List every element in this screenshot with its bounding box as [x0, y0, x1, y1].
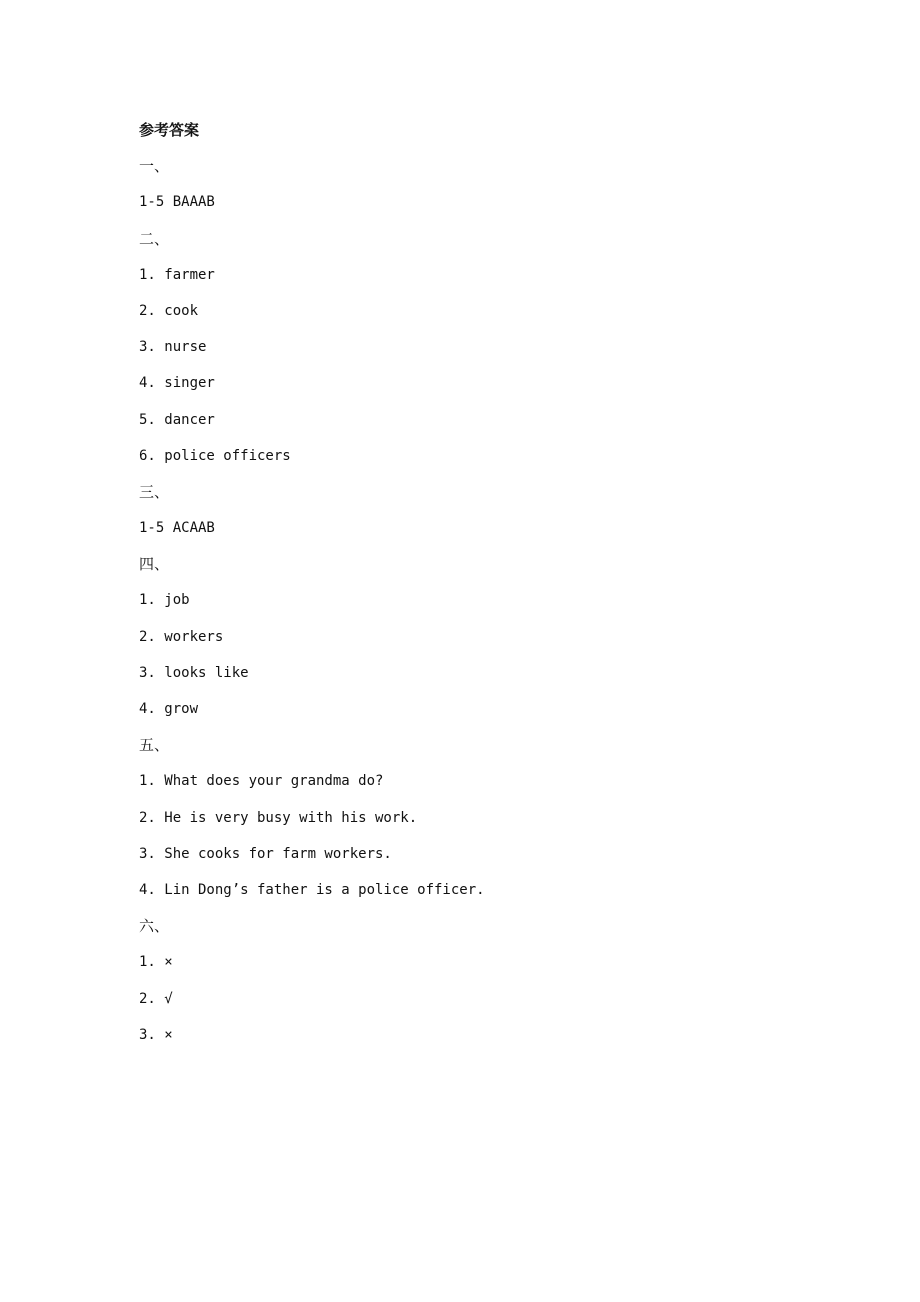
- answer-line: 2. cook: [139, 302, 199, 319]
- answer-line: 3. nurse: [139, 339, 207, 356]
- section-3: [139, 479, 839, 551]
- answer-line: 1. job: [139, 592, 190, 609]
- answer-line: 1. What does your grandma do?: [139, 773, 384, 790]
- answer-line: 6. police officers: [139, 447, 291, 464]
- section-4: [139, 551, 839, 732]
- answer-line: 4. singer: [139, 375, 215, 392]
- section-heading: 六、: [139, 917, 170, 936]
- answer-document: [139, 117, 839, 1058]
- section-heading: 一、: [139, 157, 170, 176]
- answer-line: 1. ×: [139, 954, 173, 971]
- answer-line: 2. workers: [139, 628, 224, 645]
- answer-line: 2. He is very busy with his work.: [139, 809, 418, 826]
- answer-line: 1-5 BAAAB: [139, 194, 215, 211]
- answer-line: 5. dancer: [139, 411, 215, 428]
- section-heading: 三、: [139, 482, 170, 501]
- section-1: [139, 153, 839, 225]
- answer-line: 3. ×: [139, 1026, 173, 1043]
- answer-line: 2. √: [139, 990, 173, 1007]
- section-heading: 二、: [139, 229, 170, 248]
- answer-line: 1-5 ACAAB: [139, 520, 215, 537]
- answer-line: 3. looks like: [139, 664, 249, 681]
- answer-line: 4. grow: [139, 701, 199, 717]
- section-6: [139, 913, 839, 1058]
- answer-line: 1. farmer: [139, 266, 215, 283]
- section-5: [139, 732, 839, 913]
- section-2: [139, 226, 839, 479]
- answer-line: 3. She cooks for farm workers.: [139, 845, 392, 862]
- section-heading: 四、: [139, 555, 170, 574]
- page-title: 参考答案: [139, 121, 200, 139]
- section-heading: 五、: [139, 736, 170, 755]
- answer-line: 4. Lin Dong’s father is a police officer.: [139, 881, 485, 898]
